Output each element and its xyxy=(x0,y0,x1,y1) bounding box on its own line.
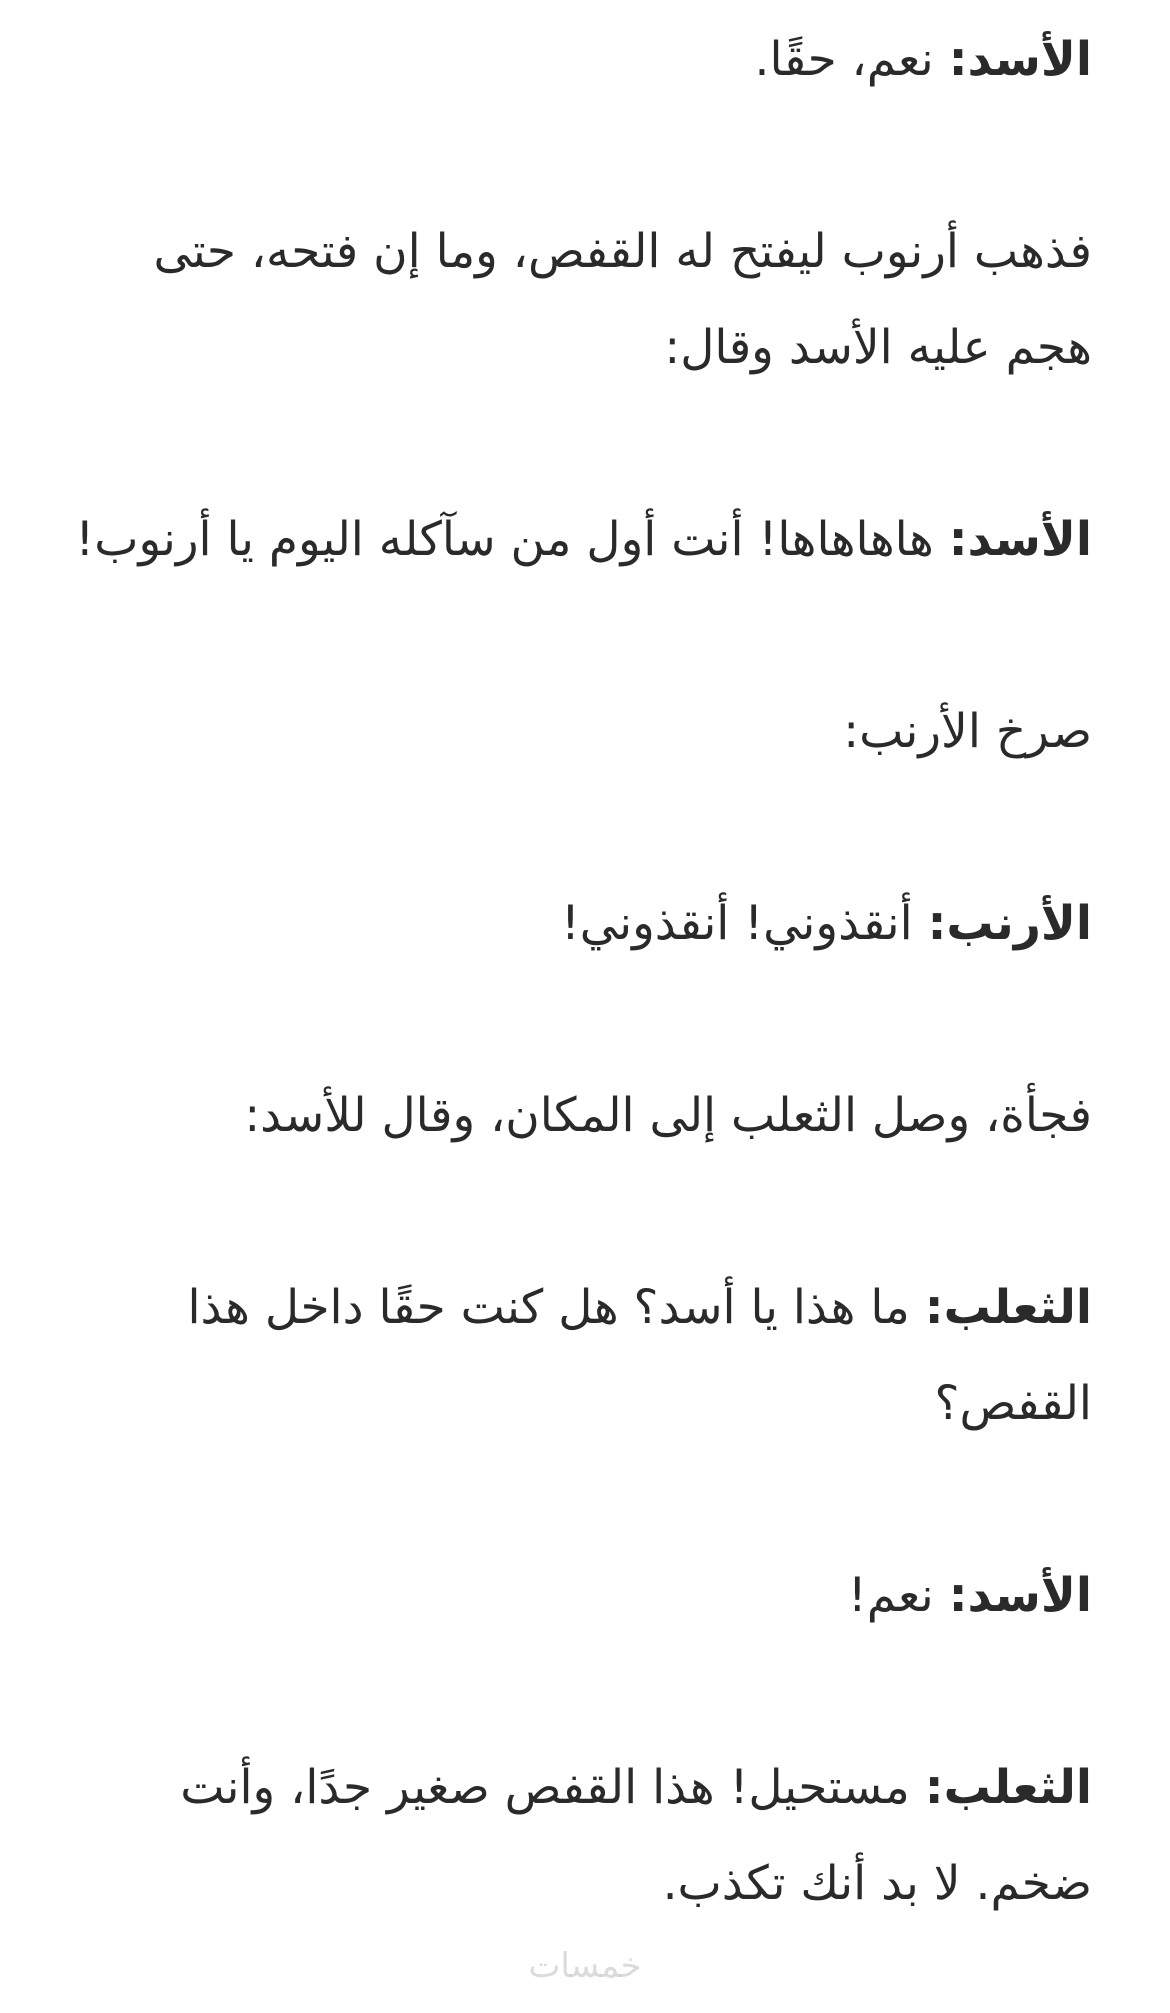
dialogue-text: نعم! xyxy=(847,1568,934,1623)
speaker-name: الأرنب: xyxy=(927,896,1092,951)
speaker-name: الثعلب: xyxy=(924,1280,1092,1335)
narration-text: فجأة، وصل الثعلب إلى المكان، وقال للأسد: xyxy=(244,1088,1092,1143)
narration-text: فذهب أرنوب ليفتح له القفص، وما إن فتحه، حتى هجم عليه الأسد وقال: xyxy=(153,224,1092,375)
narration-line xyxy=(60,204,1092,396)
dialogue-line xyxy=(60,876,1092,972)
speaker-name: الثعلب: xyxy=(924,1760,1092,1815)
speaker-name: الأسد: xyxy=(948,1568,1092,1623)
narration-text: صرخ الأرنب: xyxy=(843,704,1092,759)
dialogue-line xyxy=(60,492,1092,588)
dialogue-text: مستحيل! هذا القفص صغير جدًا، وأنت ضخم. لا بد أنك تكذب. xyxy=(180,1760,1092,1911)
dialogue-line xyxy=(60,1740,1092,1932)
speaker-name: الأسد: xyxy=(948,32,1092,87)
dialogue-text: أنقذوني! أنقذوني! xyxy=(560,896,913,951)
narration-line xyxy=(60,684,1092,780)
speaker-name: الأسد: xyxy=(948,512,1092,567)
dialogue-text: نعم، حقًا. xyxy=(754,32,934,87)
dialogue-line xyxy=(60,12,1092,108)
dialogue-line xyxy=(60,1260,1092,1452)
watermark: خمسات xyxy=(528,1946,642,1986)
dialogue-text: ما هذا يا أسد؟ هل كنت حقًا داخل هذا القفص؟ xyxy=(187,1280,1092,1431)
dialogue-text: هاهاهاها! أنت أول من سآكله اليوم يا أرنوب! xyxy=(75,512,934,567)
narration-line xyxy=(60,1068,1092,1164)
dialogue-line xyxy=(60,1548,1092,1644)
